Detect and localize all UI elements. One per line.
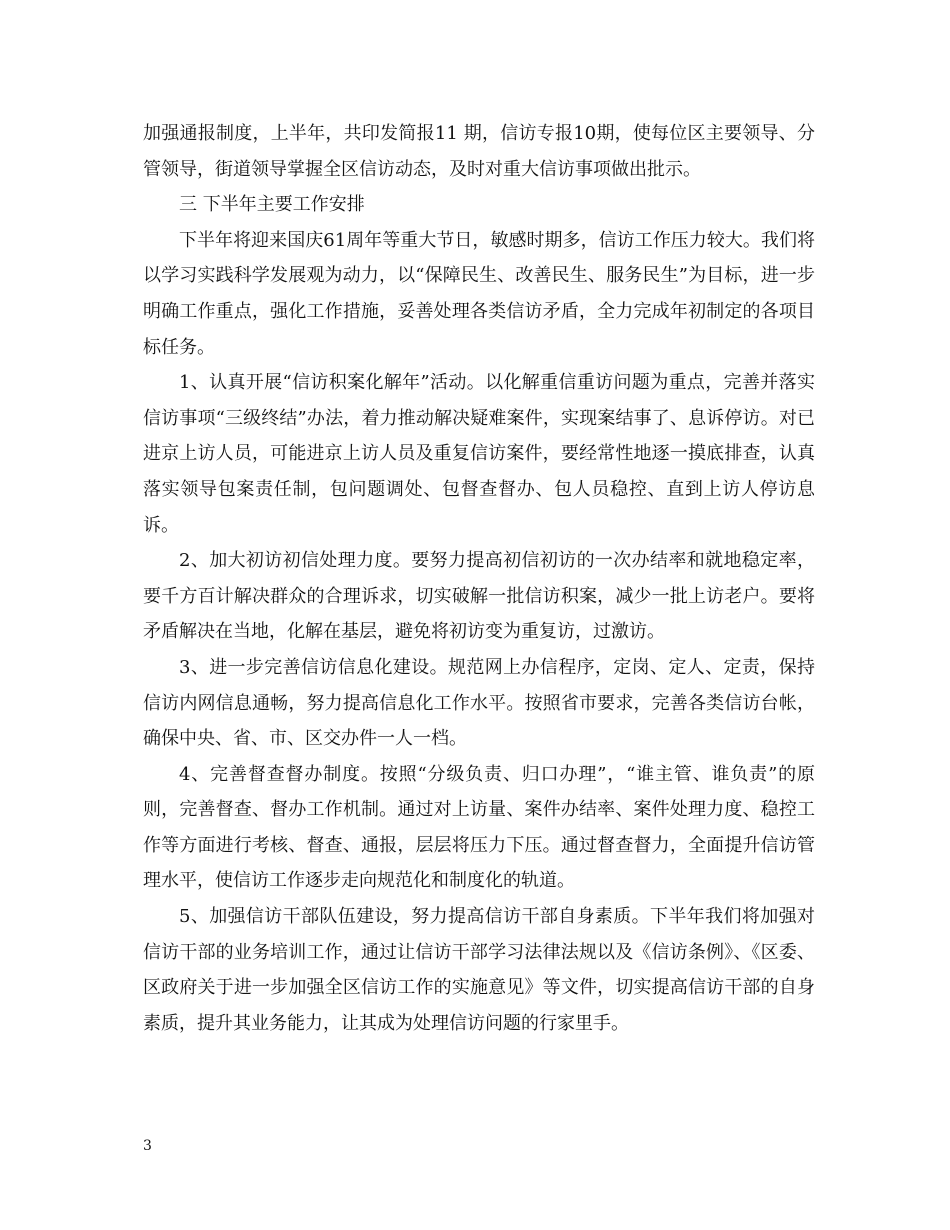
paragraph-item-5: 5、加强信访干部队伍建设，努力提高信访干部自身素质。下半年我们将加强对信访干部的业务培训工作，通过让信访干部学习法律法规以及《信访条例》、《区委、区政府关于进一步加强全区信访工作的实施意见》等文件，切实提高信访干部的自身素质，提升其业务能力，让其成为处理信访问题的行家里手。: [143, 906, 815, 1034]
paragraph-item-4: 4、完善督查督办制度。按照“分级负责、归口办理”，“谁主管、谁负责”的原则，完善督查、督办工作机制。通过对上访量、案件办结率、案件处理力度、稳控工作等方面进行考核、督查、通报，层层将压力下压。通过督查督力，全面提升信访管理水平，使信访工作逐步走向规范化和制度化的轨道。: [143, 763, 815, 892]
paragraph-item-2: 2、加大初访初信处理力度。要努力提高初信初访的一次办结率和就地稳定率，要千方百计解决群众的合理诉求，切实破解一批信访积案，减少一批上访老户。要将矛盾解决在当地，化解在基层，避免将初访变为重复访，过激访。: [143, 550, 815, 643]
paragraph-item-1: 1、认真开展“信访积案化解年”活动。以化解重信重访问题为重点，完善并落实信访事项“三级终结”办法，着力推动解决疑难案件，实现案结事了、息诉停访。对已进京上访人员，可能进京上访人员及重复信访案件，要经常性地逐一摸底排查，认真落实领导包案责任制，包问题调处、包督查督办、包人员稳控、直到上访人停访息诉。: [143, 372, 815, 536]
paragraph-second-half-overview: 下半年将迎来国庆61周年等重大节日，敏感时期多，信访工作压力较大。我们将以学习实践科学发展观为动力，以“保障民生、改善民生、服务民生”为目标，进一步明确工作重点，强化工作措施，妥善处理各类信访矛盾，全力完成年初制定的各项目标任务。: [143, 229, 815, 358]
document-body: [143, 116, 815, 1041]
section-heading-second-half-plan: 三 下半年主要工作安排: [179, 194, 365, 216]
paragraph-item-3: 3、进一步完善信访信息化建设。规范网上办信程序，定岗、定人、定责，保持信访内网信息通畅，努力提高信息化工作水平。按照省市要求，完善各类信访台帐，确保中央、省、市、区交办件一人一档。: [143, 656, 815, 750]
paragraph-notification-system: 加强通报制度，上半年，共印发简报11 期，信访专报10期，使每位区主要领导、分管领导，街道领导掌握全区信访动态，及时对重大信访事项做出批示。: [143, 123, 815, 180]
page-number: 3: [143, 1138, 152, 1154]
